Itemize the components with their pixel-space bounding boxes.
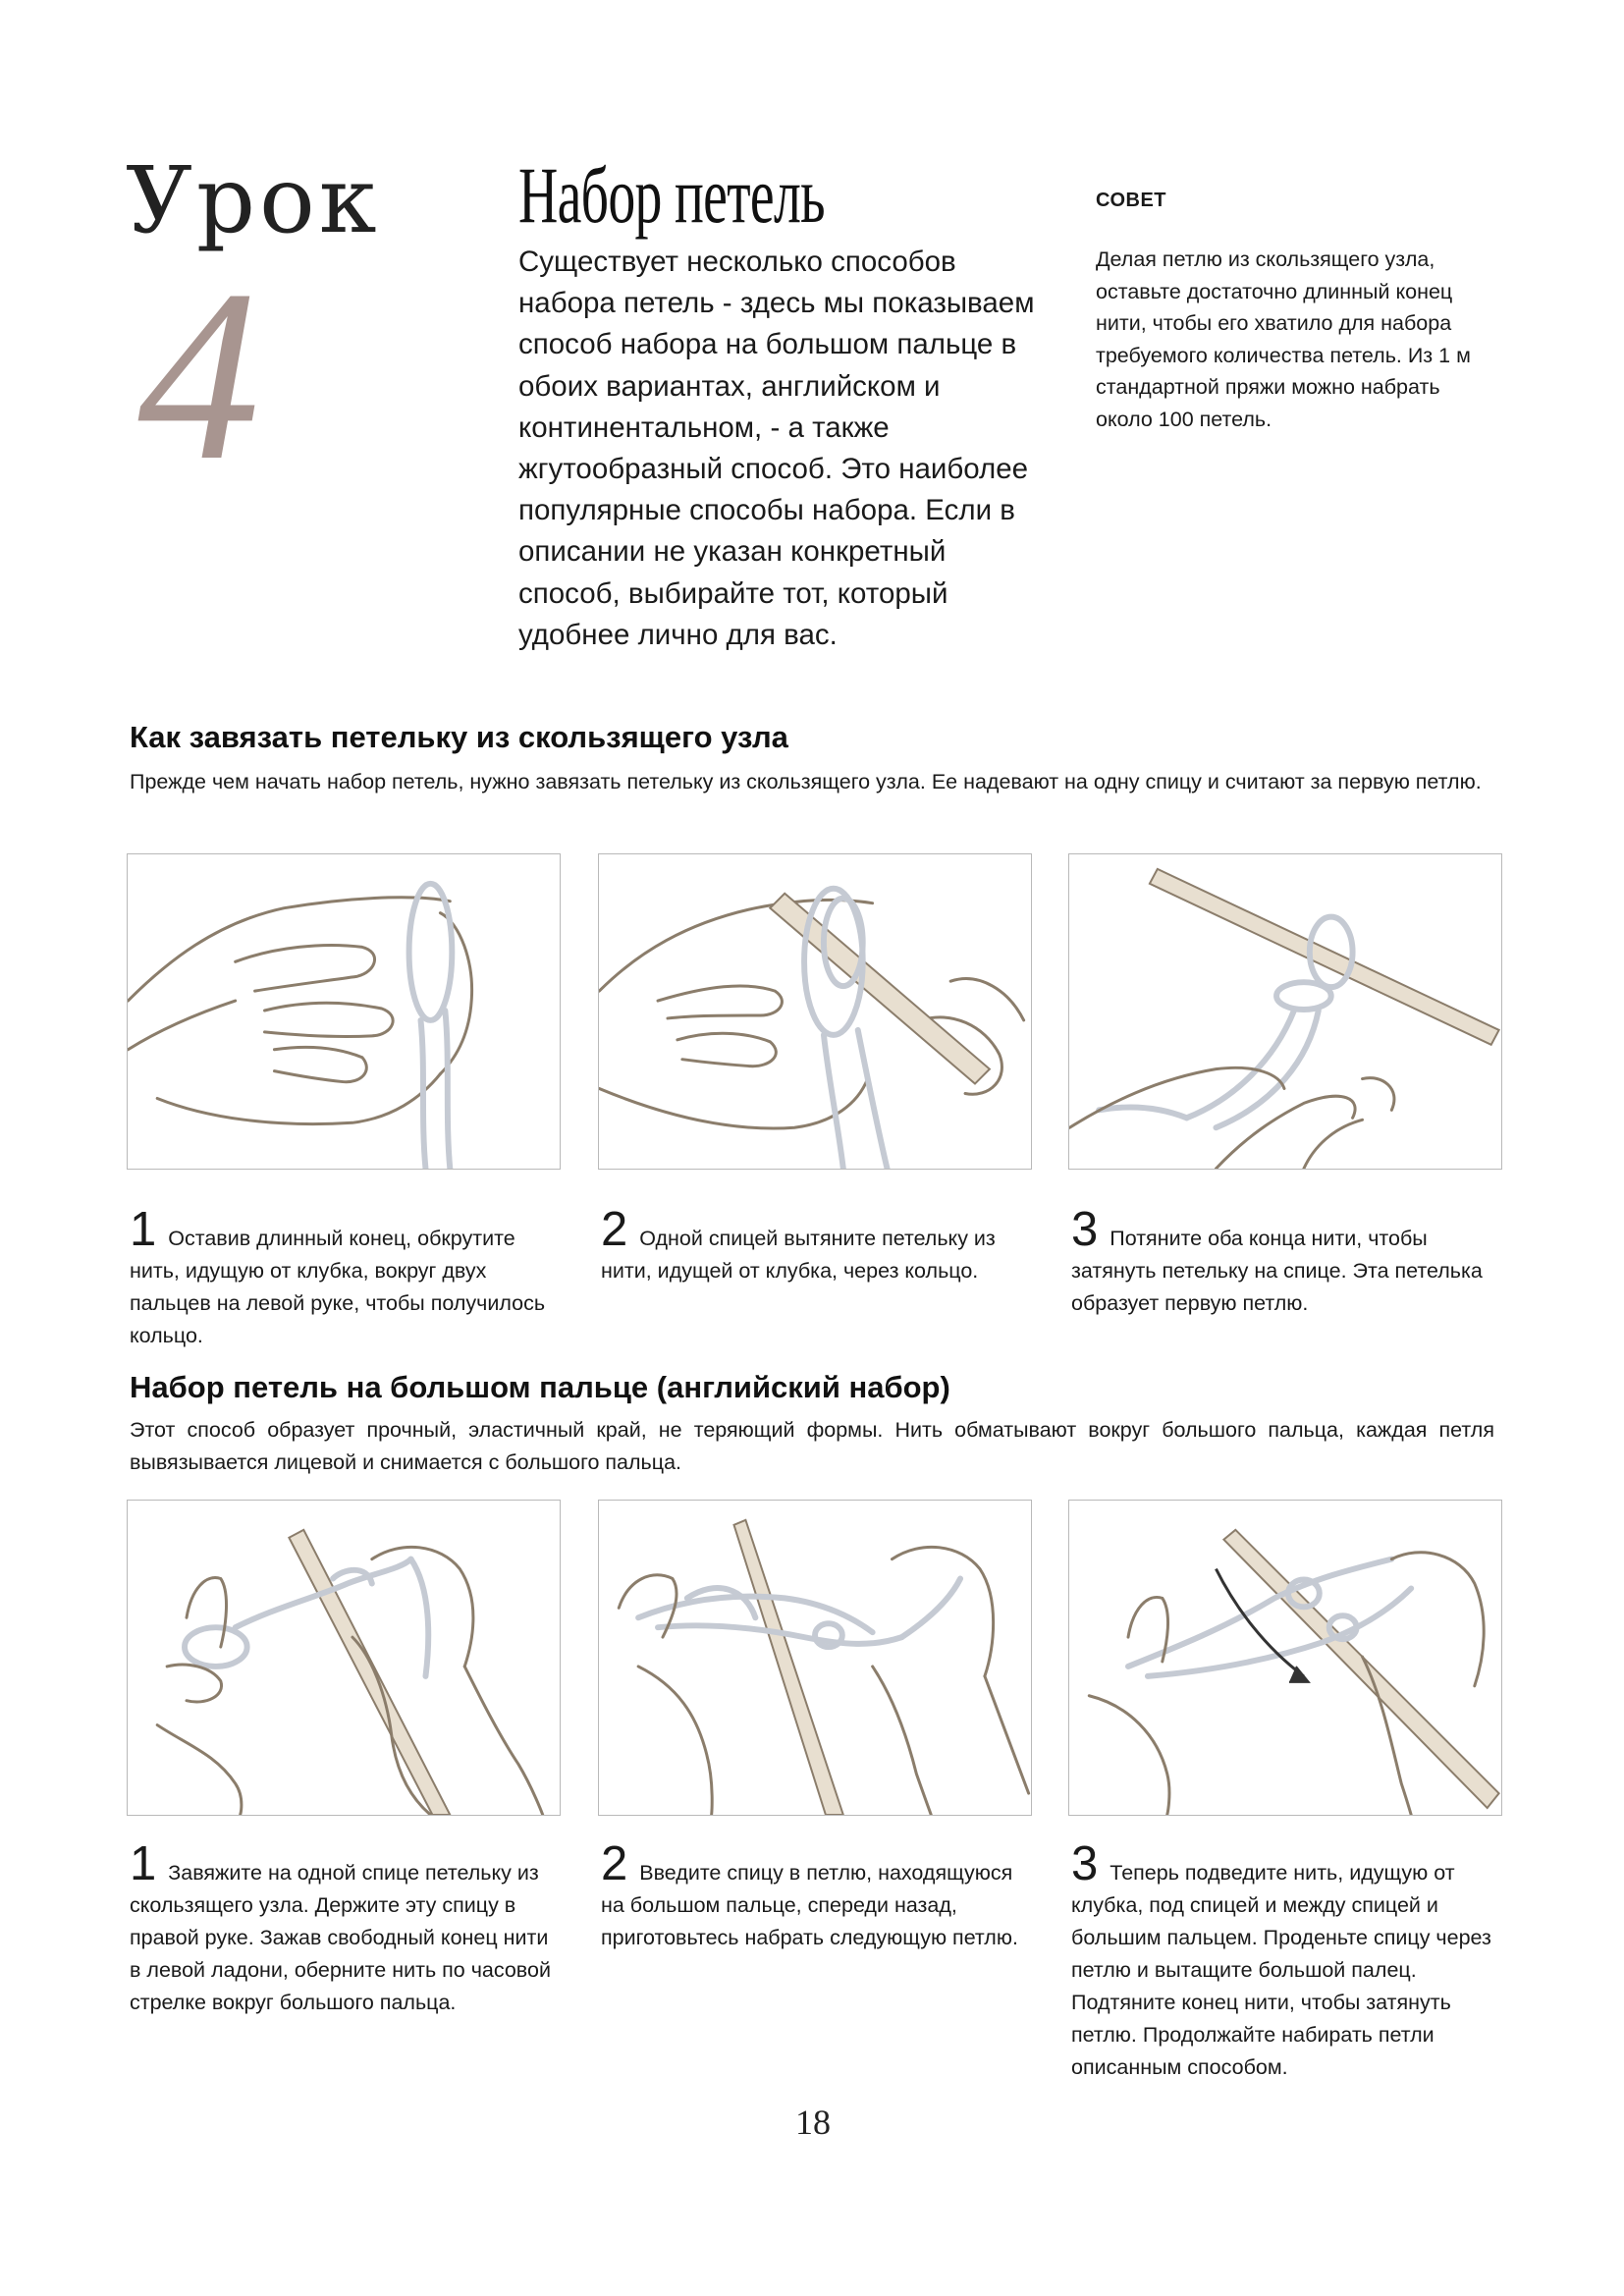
thumb-needle-drawing (128, 1501, 560, 1815)
lesson-number: 4 (137, 240, 260, 512)
section-slipknot-description: Прежде чем начать набор петель, нужно завязать петельку из скользящего узла. Ее надевают на одну спицу и считают за первую петлю. (130, 770, 1482, 793)
page-number: 18 (795, 2103, 831, 2142)
page-title: Набор петель (518, 150, 825, 240)
step-text: Одной спицей вытяните петельку из нити, идущей от клубка, через кольцо. (601, 1227, 996, 1283)
thumb-step-3 (1071, 1837, 1503, 2084)
step-text: Введите спицу в петлю, находящуюся на большом пальце, спереди назад, приготовьтесь набрать следующую петлю. (601, 1861, 1018, 1949)
section-thumb-cast-on-title: Набор петель на большом пальце (английский набор) (130, 1370, 950, 1404)
thumb-cast-on-illustration-2 (598, 1500, 1032, 1816)
needle-knot-drawing (1069, 854, 1501, 1169)
thumb-cast-on-illustration-3 (1068, 1500, 1502, 1816)
slipknot-illustration-3 (1068, 853, 1502, 1170)
step-number: 1 (130, 1837, 157, 1890)
lesson-word: Урок (126, 147, 381, 254)
hand-drawing (128, 854, 560, 1169)
step-text: Теперь подведите нить, идущую от клубка, под спицей и между спицей и большим пальцем. Проденьте спицу через петлю и вытащите большой палец. Подтяните конец нити, чтобы затянуть петлю. Продолжайте набирать петли описанным способом. (1071, 1861, 1491, 2079)
section-slipknot-title: Как завязать петельку из скользящего узла (130, 720, 788, 754)
step-text: Потяните оба конца нити, чтобы затянуть петельку на спице. Эта петелька образует первую петлю. (1071, 1227, 1483, 1315)
slipknot-illustration-2 (598, 853, 1032, 1170)
step-number: 3 (1071, 1837, 1099, 1890)
step-number: 2 (601, 1837, 628, 1890)
step-number: 2 (601, 1203, 628, 1256)
thumb-needle-drawing (599, 1501, 1031, 1815)
section-thumb-cast-on-description: Этот способ образует прочный, эластичный край, не теряющий формы. Нить обматывают вокруг большого пальца, каждая петля вывязывается лицевой и снимается с большого пальца. (130, 1418, 1494, 1474)
step-text: Завяжите на одной спице петельку из скользящего узла. Держите эту спицу в правой руке. Зажав свободный конец нити в левой ладони, оберните нить по часовой стрелке вокруг большого пальца. (130, 1861, 551, 2014)
tip-title: СОВЕТ (1096, 190, 1167, 211)
step-number: 3 (1071, 1203, 1099, 1256)
intro-paragraph: Существует несколько способов набора петель - здесь мы показываем способ набора на большом пальце в обоих вариантах, английском и континентальном, - а также жгутообразный способ. Это наиболее популярные способы набора. Если в описании не указан конкретный способ, выбирайте тот, который удобнее лично для вас. (518, 246, 1035, 651)
slipknot-step-1 (130, 1203, 562, 1352)
thumb-cast-on-illustration-1 (127, 1500, 561, 1816)
slipknot-step-2 (601, 1203, 1033, 1287)
thumb-step-2 (601, 1837, 1033, 1954)
thumb-step-1 (130, 1837, 562, 2019)
slipknot-step-3 (1071, 1203, 1503, 1320)
tip-text: Делая петлю из скользящего узла, оставьте достаточно длинный конец нити, чтобы его хватило для набора требуемого количества петель. Из 1 м стандартной пряжи можно набрать около 100 петель. (1096, 247, 1471, 431)
hand-needle-drawing (599, 854, 1031, 1169)
step-number: 1 (130, 1203, 157, 1256)
step-text: Оставив длинный конец, обкрутите нить, идущую от клубка, вокруг двух пальцев на левой руке, чтобы получилось кольцо. (130, 1227, 546, 1347)
slipknot-illustration-1 (127, 853, 561, 1170)
thumb-needle-arrow-drawing (1069, 1501, 1501, 1815)
